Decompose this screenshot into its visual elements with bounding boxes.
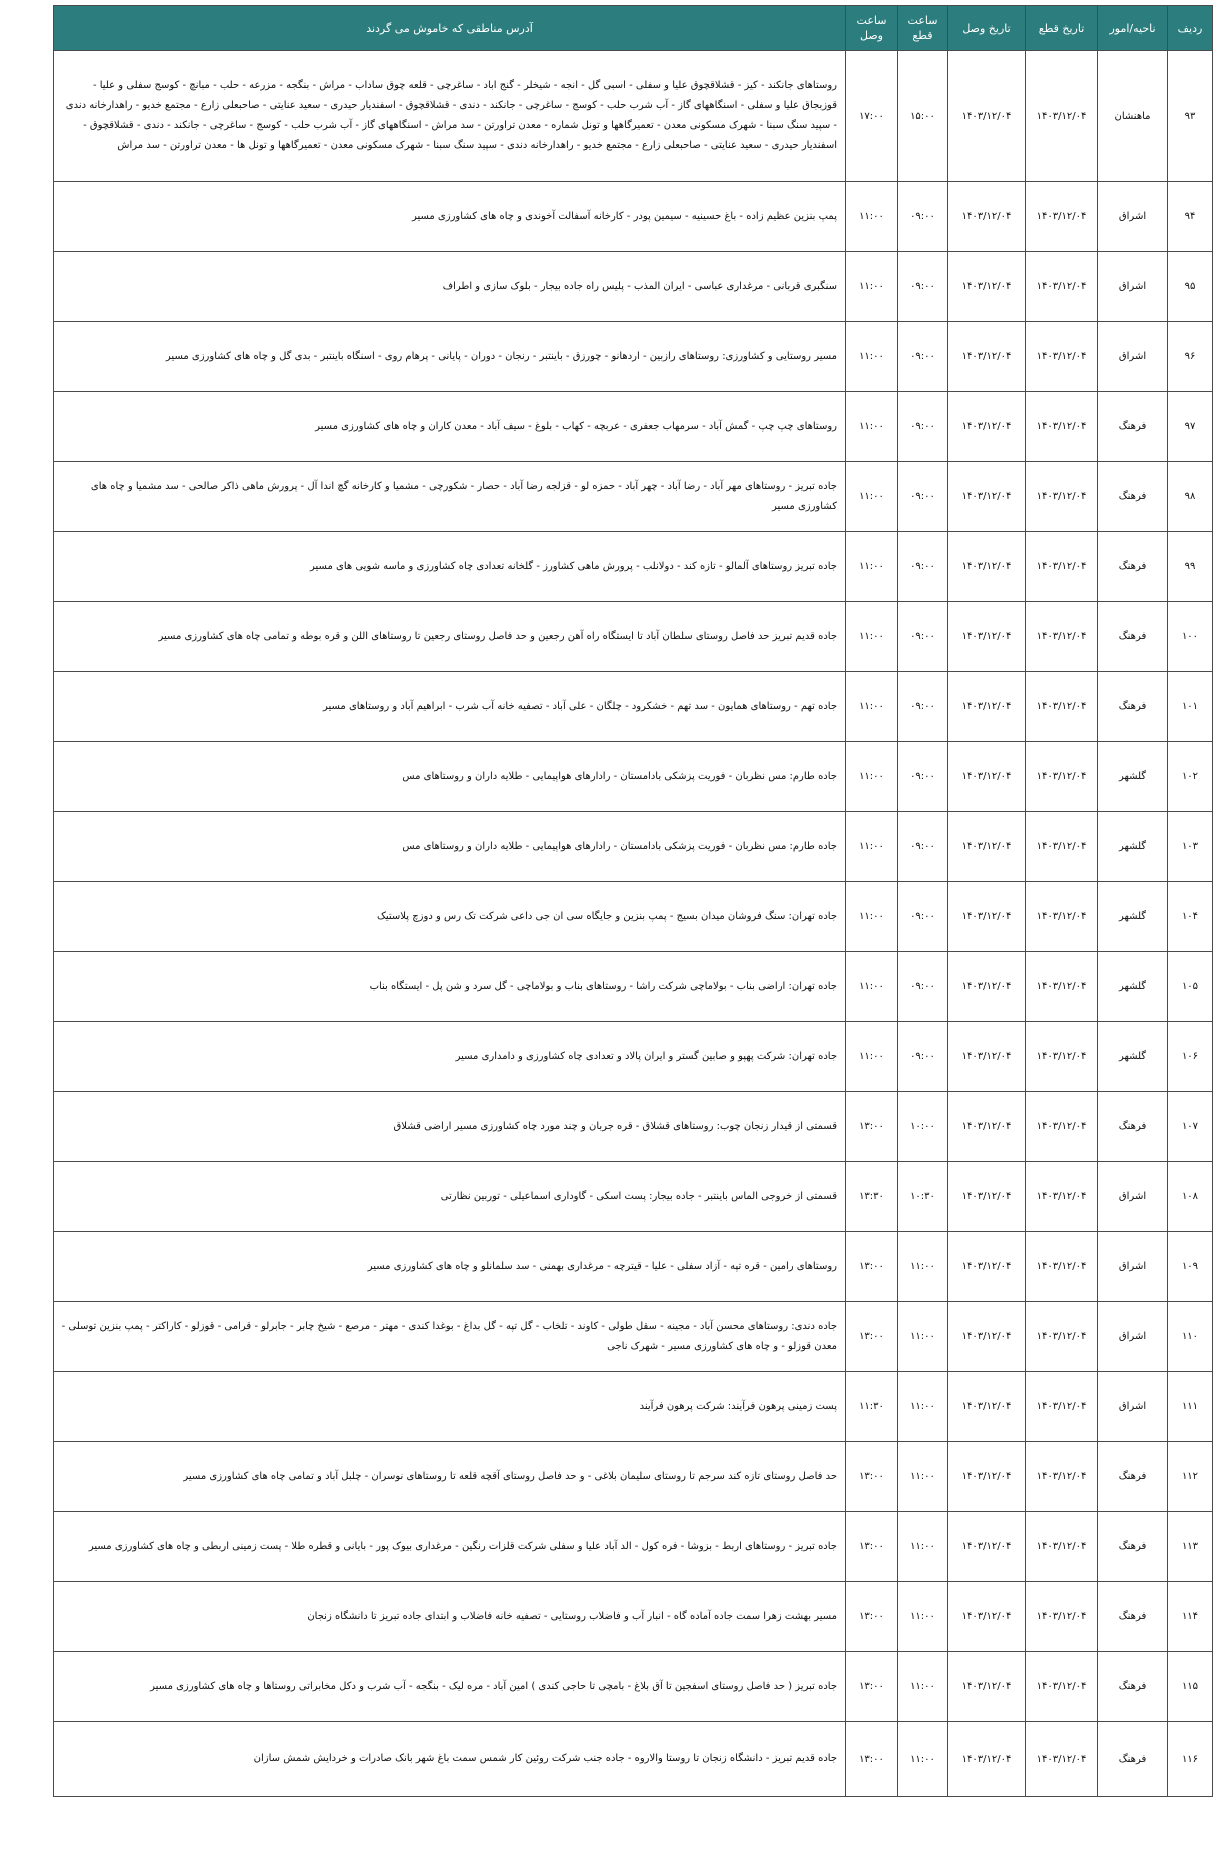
cut-date-cell: ۱۴۰۳/۱۲/۰۴ (1026, 1582, 1098, 1652)
address-cell: جاده تبریز - روستاهای اربط - بزوشا - فره کول - الد آباد علیا و سفلی شرکت قلزات رنگین - مرغداری بیوک پور - بایانی و قطره طلا - پست زمینی اربطی و چاه های کشاورزی مسیر (54, 1512, 846, 1582)
address-cell: جاده قدیم تبریز - دانشگاه زنجان تا روستا والاروه - جاده جنب شرکت روئین کار شمس سمت باغ شهر بانک صادرات و خردایش شمش سازان (54, 1722, 846, 1797)
area-cell: اشراق (1098, 1302, 1168, 1372)
table-row (54, 1722, 1213, 1797)
cut-date-cell: ۱۴۰۳/۱۲/۰۴ (1026, 882, 1098, 952)
table-row (54, 51, 1213, 182)
cut-date-cell: ۱۴۰۳/۱۲/۰۴ (1026, 182, 1098, 252)
area-cell: فرهنگ (1098, 532, 1168, 602)
cut-time-cell: ۱۵:۰۰ (898, 51, 948, 182)
row-number-cell: ۱۰۷ (1168, 1092, 1213, 1162)
cut-date-cell: ۱۴۰۳/۱۲/۰۴ (1026, 322, 1098, 392)
row-number-cell: ۱۰۵ (1168, 952, 1213, 1022)
connect-date-cell: ۱۴۰۳/۱۲/۰۴ (948, 322, 1026, 392)
area-cell: گلشهر (1098, 812, 1168, 882)
row-number-cell: ۱۰۴ (1168, 882, 1213, 952)
area-cell: فرهنگ (1098, 1512, 1168, 1582)
cut-date-cell: ۱۴۰۳/۱۲/۰۴ (1026, 672, 1098, 742)
table-body (54, 51, 1213, 1797)
cut-time-cell: ۰۹:۰۰ (898, 462, 948, 532)
connect-time-cell: ۱۳:۰۰ (846, 1442, 898, 1512)
area-cell: ماهنشان (1098, 51, 1168, 182)
address-cell: جاده تهران: سنگ فروشان میدان بسیج - پمپ بنزین و جایگاه سی ان جی داعی شرکت تک رس و دوزچ پلاستیک (54, 882, 846, 952)
address-cell: پمپ بنزین عظیم زاده - باغ حسینیه - سیمین پودر - کارخانه آسفالت آخوندی و چاه های کشاورزی مسیر (54, 182, 846, 252)
table-row (54, 252, 1213, 322)
table-row (54, 602, 1213, 672)
header-cut-date: تاریخ قطع (1026, 6, 1098, 51)
connect-time-cell: ۱۱:۰۰ (846, 252, 898, 322)
row-number-cell: ۱۱۳ (1168, 1512, 1213, 1582)
row-number-cell: ۱۱۵ (1168, 1652, 1213, 1722)
header-connect-time: ساعت وصل (846, 6, 898, 51)
table-row (54, 182, 1213, 252)
table-row (54, 742, 1213, 812)
address-cell: مسیر بهشت زهرا سمت جاده آماده گاه - انبار آب و فاضلاب روستایی - تصفیه خانه فاضلاب و ابتدای جاده تبریز تا دانشگاه زنجان (54, 1582, 846, 1652)
cut-date-cell: ۱۴۰۳/۱۲/۰۴ (1026, 1302, 1098, 1372)
row-number-cell: ۱۰۶ (1168, 1022, 1213, 1092)
address-cell: قسمتی از قیدار زنجان چوب: روستاهای قشلاق - قره جربان و چند مورد چاه کشاورزی مسیر اراضی قشلاق (54, 1092, 846, 1162)
row-number-cell: ۹۹ (1168, 532, 1213, 602)
row-number-cell: ۱۰۳ (1168, 812, 1213, 882)
cut-date-cell: ۱۴۰۳/۱۲/۰۴ (1026, 532, 1098, 602)
connect-date-cell: ۱۴۰۳/۱۲/۰۴ (948, 182, 1026, 252)
connect-time-cell: ۱۱:۳۰ (846, 1372, 898, 1442)
row-number-cell: ۱۰۲ (1168, 742, 1213, 812)
address-cell: روستاهای رامین - قره تپه - آزاد سفلی - علیا - قیترچه - مرغداری بهمنی - سد سلمانلو و چاه های کشاورزی مسیر (54, 1232, 846, 1302)
cut-time-cell: ۰۹:۰۰ (898, 1022, 948, 1092)
connect-time-cell: ۱۱:۰۰ (846, 182, 898, 252)
area-cell: اشراق (1098, 1232, 1168, 1302)
connect-date-cell: ۱۴۰۳/۱۲/۰۴ (948, 742, 1026, 812)
cut-time-cell: ۱۱:۰۰ (898, 1652, 948, 1722)
row-number-cell: ۹۶ (1168, 322, 1213, 392)
table-row (54, 462, 1213, 532)
table-row (54, 1652, 1213, 1722)
table-row (54, 1372, 1213, 1442)
table-row (54, 672, 1213, 742)
cut-time-cell: ۰۹:۰۰ (898, 532, 948, 602)
connect-time-cell: ۱۱:۰۰ (846, 532, 898, 602)
area-cell: اشراق (1098, 1372, 1168, 1442)
header-connect-date: تاریخ وصل (948, 6, 1026, 51)
cut-date-cell: ۱۴۰۳/۱۲/۰۴ (1026, 1022, 1098, 1092)
connect-date-cell: ۱۴۰۳/۱۲/۰۴ (948, 1722, 1026, 1797)
address-cell: پست زمینی پرهون فرآیند: شرکت پرهون فرآیند (54, 1372, 846, 1442)
area-cell: اشراق (1098, 322, 1168, 392)
address-cell: روستاهای چپ چپ - گمش آباد - سرمهاب جعفری - عربچه - کهاب - بلوغ - سیف آباد - معدن کاران و چاه های کشاورزی مسیر (54, 392, 846, 462)
connect-date-cell: ۱۴۰۳/۱۲/۰۴ (948, 1582, 1026, 1652)
cut-date-cell: ۱۴۰۳/۱۲/۰۴ (1026, 51, 1098, 182)
row-number-cell: ۹۸ (1168, 462, 1213, 532)
area-cell: اشراق (1098, 252, 1168, 322)
table-row (54, 952, 1213, 1022)
area-cell: فرهنگ (1098, 1652, 1168, 1722)
connect-date-cell: ۱۴۰۳/۱۲/۰۴ (948, 1092, 1026, 1162)
connect-date-cell: ۱۴۰۳/۱۲/۰۴ (948, 252, 1026, 322)
header-area: ناحیه/امور (1098, 6, 1168, 51)
area-cell: فرهنگ (1098, 462, 1168, 532)
address-cell: حد فاصل روستای تازه کند سرجم تا روستای سلیمان بلاغی - و حد فاصل روستای آقچه قلعه تا روستاهای نوسران - چلبل آباد و تمامی چاه های کشاورزی مسیر (54, 1442, 846, 1512)
address-cell: مسیر روستایی و کشاورزی: روستاهای رازبین - اردهانو - چورزق - باینتبر - رنجان - دوران - پایانی - پرهام روی - اسنگاه باینتبر - بدی گل و چاه های کشاورزی مسیر (54, 322, 846, 392)
row-number-cell: ۱۰۸ (1168, 1162, 1213, 1232)
area-cell: گلشهر (1098, 882, 1168, 952)
table-row (54, 812, 1213, 882)
connect-time-cell: ۱۳:۰۰ (846, 1652, 898, 1722)
cut-date-cell: ۱۴۰۳/۱۲/۰۴ (1026, 1092, 1098, 1162)
address-cell: سنگبری قربانی - مرغداری عباسی - ایران المذب - پلیس راه جاده بیجار - بلوک سازی و اطراف (54, 252, 846, 322)
row-number-cell: ۹۳ (1168, 51, 1213, 182)
cut-date-cell: ۱۴۰۳/۱۲/۰۴ (1026, 1442, 1098, 1512)
cut-time-cell: ۱۱:۰۰ (898, 1582, 948, 1652)
table-row (54, 1512, 1213, 1582)
cut-time-cell: ۰۹:۰۰ (898, 742, 948, 812)
connect-date-cell: ۱۴۰۳/۱۲/۰۴ (948, 462, 1026, 532)
cut-time-cell: ۱۱:۰۰ (898, 1442, 948, 1512)
address-cell: جاده تبریز - روستاهای مهر آباد - رضا آباد - چهر آباد - حمزه لو - قزلجه رضا آباد - حصار - شکورچی - مشمیا و کارخانه گچ اندا آل - پرورش ماهی ذاکر صالحی - سد مشمیا و چاه های کشاورزی مسیر (54, 462, 846, 532)
outage-schedule-sheet (53, 5, 1213, 1797)
row-number-cell: ۱۱۲ (1168, 1442, 1213, 1512)
outage-table (53, 5, 1213, 1797)
connect-date-cell: ۱۴۰۳/۱۲/۰۴ (948, 812, 1026, 882)
cut-date-cell: ۱۴۰۳/۱۲/۰۴ (1026, 812, 1098, 882)
connect-date-cell: ۱۴۰۳/۱۲/۰۴ (948, 1022, 1026, 1092)
area-cell: فرهنگ (1098, 1092, 1168, 1162)
row-number-cell: ۹۴ (1168, 182, 1213, 252)
address-cell: جاده تبریز ( حد فاصل روستای اسفجین تا آق بلاغ - بامچی تا حاجی کندی ) امین آباد - مره لیک - بنگجه - آب شرب و دکل مخابراتی روستاها و چاه های کشاورزی مسیر (54, 1652, 846, 1722)
connect-date-cell: ۱۴۰۳/۱۲/۰۴ (948, 51, 1026, 182)
cut-date-cell: ۱۴۰۳/۱۲/۰۴ (1026, 1652, 1098, 1722)
cut-time-cell: ۱۰:۳۰ (898, 1162, 948, 1232)
table-row (54, 392, 1213, 462)
connect-date-cell: ۱۴۰۳/۱۲/۰۴ (948, 672, 1026, 742)
table-row (54, 1022, 1213, 1092)
connect-date-cell: ۱۴۰۳/۱۲/۰۴ (948, 1442, 1026, 1512)
cut-date-cell: ۱۴۰۳/۱۲/۰۴ (1026, 1722, 1098, 1797)
connect-date-cell: ۱۴۰۳/۱۲/۰۴ (948, 952, 1026, 1022)
connect-time-cell: ۱۳:۳۰ (846, 1162, 898, 1232)
address-cell: جاده طارم: مس نظربان - فوریت پزشکی بادامستان - رادارهای هواپیمایی - طلایه داران و روستاهای مس (54, 812, 846, 882)
header-row-number: ردیف (1168, 6, 1213, 51)
cut-date-cell: ۱۴۰۳/۱۲/۰۴ (1026, 1162, 1098, 1232)
area-cell: اشراق (1098, 182, 1168, 252)
cut-time-cell: ۱۱:۰۰ (898, 1722, 948, 1797)
table-row (54, 1582, 1213, 1652)
cut-time-cell: ۰۹:۰۰ (898, 812, 948, 882)
connect-time-cell: ۱۱:۰۰ (846, 462, 898, 532)
area-cell: اشراق (1098, 1162, 1168, 1232)
cut-date-cell: ۱۴۰۳/۱۲/۰۴ (1026, 1232, 1098, 1302)
connect-time-cell: ۱۱:۰۰ (846, 602, 898, 672)
address-cell: جاده قدیم تبریز حد فاصل روستای سلطان آباد تا ایستگاه راه آهن رجعین و حد فاصل روستای رجعین تا روستاهای اللن و قره بوطه و تمامی چاه های کشاورزی مسیر (54, 602, 846, 672)
connect-date-cell: ۱۴۰۳/۱۲/۰۴ (948, 882, 1026, 952)
address-cell: روستاهای جانکند - کیز - قشلاقچوق علیا و سفلی - اسبی گل - انجه - شیخلر - گنج اباد - ساغرچی - قلعه چوق ساداب - مراش - بنگجه - مزرعه - حلب - مبانچ - کوسج سفلی و علیا - قوزبجاق علیا و سفلی - اسنگاههای گاز - آب شرب حلب - کوسج - ساغرچی - جانکند - دندی - قشلاقچوق - اسفندیار حیدری - سعید عنایتی - صاحبعلی زارع - مجتمع خدیو - راهدارخانه دندی - سپید سنگ سبنا - شهرک مسکونی معدن - تعمیرگاهها و تونل شماره - معدن تراورتن - سد مراش - اسنگاههای گاز - آب شرب حلب - کوسج - ساغرچی - جانکند - دندی - قشلاقچوق - اسفندیار حیدری - سعید عنایتی - صاحبعلی زارع - مجتمع خدیو - راهدارخانه دندی - سپید سنگ سبنا - شهرک مسکونی معدن - تعمیرگاهها و تونل ها - معدن تراورتن - سد مراش (54, 51, 846, 182)
connect-date-cell: ۱۴۰۳/۱۲/۰۴ (948, 1372, 1026, 1442)
address-cell: جاده تهم - روستاهای همایون - سد تهم - خشکرود - چلگان - علی آباد - تصفیه خانه آب شرب - ابراهیم آباد و روستاهای مسیر (54, 672, 846, 742)
row-number-cell: ۹۷ (1168, 392, 1213, 462)
connect-time-cell: ۱۱:۰۰ (846, 322, 898, 392)
connect-time-cell: ۱۳:۰۰ (846, 1512, 898, 1582)
connect-date-cell: ۱۴۰۳/۱۲/۰۴ (948, 532, 1026, 602)
row-number-cell: ۱۰۹ (1168, 1232, 1213, 1302)
connect-time-cell: ۱۳:۰۰ (846, 1232, 898, 1302)
cut-time-cell: ۰۹:۰۰ (898, 882, 948, 952)
address-cell: جاده تهران: اراضی بناب - بولاماچی شرکت راشا - روستاهای بناب و بولاماچی - گل سرد و شن پل - ایستگاه بناب (54, 952, 846, 1022)
row-number-cell: ۱۱۱ (1168, 1372, 1213, 1442)
row-number-cell: ۱۱۰ (1168, 1302, 1213, 1372)
cut-date-cell: ۱۴۰۳/۱۲/۰۴ (1026, 462, 1098, 532)
table-row (54, 1442, 1213, 1512)
connect-time-cell: ۱۳:۰۰ (846, 1092, 898, 1162)
connect-time-cell: ۱۳:۰۰ (846, 1582, 898, 1652)
connect-time-cell: ۱۱:۰۰ (846, 952, 898, 1022)
cut-time-cell: ۱۱:۰۰ (898, 1302, 948, 1372)
table-row (54, 532, 1213, 602)
connect-time-cell: ۱۱:۰۰ (846, 742, 898, 812)
table-row (54, 1162, 1213, 1232)
address-cell: جاده تبریز روستاهای آلمالو - تازه کند - دولانلب - پرورش ماهی کشاورز - گلخانه تعدادی چاه کشاورزی و ماسه شویی های مسیر (54, 532, 846, 602)
table-row (54, 322, 1213, 392)
cut-date-cell: ۱۴۰۳/۱۲/۰۴ (1026, 252, 1098, 322)
area-cell: گلشهر (1098, 742, 1168, 812)
connect-time-cell: ۱۳:۰۰ (846, 1722, 898, 1797)
table-row (54, 1232, 1213, 1302)
area-cell: گلشهر (1098, 1022, 1168, 1092)
connect-time-cell: ۱۱:۰۰ (846, 882, 898, 952)
address-cell: جاده دندی: روستاهای محسن آباد - مجینه - سقل طولی - کاوند - تلخاب - گل تپه - گل بداغ - بوغدا کندی - مهتر - مرصع - شیخ چابر - جابرلو - قرامی - قوزلو - کاراکتر - پمپ بنزین توسلی - معدن قوزلو - و چاه های کشاورزی مسیر - شهرک ناجی (54, 1302, 846, 1372)
connect-date-cell: ۱۴۰۳/۱۲/۰۴ (948, 1162, 1026, 1232)
row-number-cell: ۹۵ (1168, 252, 1213, 322)
connect-date-cell: ۱۴۰۳/۱۲/۰۴ (948, 602, 1026, 672)
header-cut-time: ساعت قطع (898, 6, 948, 51)
row-number-cell: ۱۰۱ (1168, 672, 1213, 742)
cut-date-cell: ۱۴۰۳/۱۲/۰۴ (1026, 742, 1098, 812)
area-cell: فرهنگ (1098, 1722, 1168, 1797)
table-header-row (54, 6, 1213, 51)
area-cell: فرهنگ (1098, 1582, 1168, 1652)
row-number-cell: ۱۱۶ (1168, 1722, 1213, 1797)
table-row (54, 882, 1213, 952)
area-cell: گلشهر (1098, 952, 1168, 1022)
connect-date-cell: ۱۴۰۳/۱۲/۰۴ (948, 1232, 1026, 1302)
cut-date-cell: ۱۴۰۳/۱۲/۰۴ (1026, 602, 1098, 672)
area-cell: فرهنگ (1098, 602, 1168, 672)
cut-date-cell: ۱۴۰۳/۱۲/۰۴ (1026, 1512, 1098, 1582)
connect-date-cell: ۱۴۰۳/۱۲/۰۴ (948, 1512, 1026, 1582)
connect-date-cell: ۱۴۰۳/۱۲/۰۴ (948, 392, 1026, 462)
cut-date-cell: ۱۴۰۳/۱۲/۰۴ (1026, 392, 1098, 462)
row-number-cell: ۱۰۰ (1168, 602, 1213, 672)
connect-time-cell: ۱۱:۰۰ (846, 392, 898, 462)
cut-time-cell: ۰۹:۰۰ (898, 182, 948, 252)
connect-date-cell: ۱۴۰۳/۱۲/۰۴ (948, 1302, 1026, 1372)
cut-time-cell: ۱۰:۰۰ (898, 1092, 948, 1162)
table-row (54, 1302, 1213, 1372)
address-cell: جاده تهران: شرکت پهپو و صابین گستر و ایران پالاد و تعدادی چاه کشاورزی و دامداری مسیر (54, 1022, 846, 1092)
header-address: آدرس مناطقی که خاموش می گردند (54, 6, 846, 51)
area-cell: فرهنگ (1098, 672, 1168, 742)
cut-time-cell: ۰۹:۰۰ (898, 672, 948, 742)
cut-date-cell: ۱۴۰۳/۱۲/۰۴ (1026, 952, 1098, 1022)
cut-time-cell: ۰۹:۰۰ (898, 252, 948, 322)
connect-time-cell: ۱۷:۰۰ (846, 51, 898, 182)
cut-time-cell: ۱۱:۰۰ (898, 1232, 948, 1302)
connect-time-cell: ۱۱:۰۰ (846, 672, 898, 742)
address-cell: جاده طارم: مس نظربان - فوریت پزشکی بادامستان - رادارهای هواپیمایی - طلایه داران و روستاهای مس (54, 742, 846, 812)
cut-time-cell: ۰۹:۰۰ (898, 602, 948, 672)
cut-date-cell: ۱۴۰۳/۱۲/۰۴ (1026, 1372, 1098, 1442)
cut-time-cell: ۰۹:۰۰ (898, 952, 948, 1022)
cut-time-cell: ۱۱:۰۰ (898, 1372, 948, 1442)
connect-time-cell: ۱۱:۰۰ (846, 812, 898, 882)
cut-time-cell: ۰۹:۰۰ (898, 392, 948, 462)
area-cell: فرهنگ (1098, 1442, 1168, 1512)
connect-time-cell: ۱۳:۰۰ (846, 1302, 898, 1372)
connect-date-cell: ۱۴۰۳/۱۲/۰۴ (948, 1652, 1026, 1722)
address-cell: قسمتی از خروجی الماس باینتبر - جاده بیجار: پست اسکی - گاوداری اسماعیلی - توربین نظارتی (54, 1162, 846, 1232)
cut-time-cell: ۱۱:۰۰ (898, 1512, 948, 1582)
area-cell: فرهنگ (1098, 392, 1168, 462)
cut-time-cell: ۰۹:۰۰ (898, 322, 948, 392)
connect-time-cell: ۱۱:۰۰ (846, 1022, 898, 1092)
table-row (54, 1092, 1213, 1162)
row-number-cell: ۱۱۴ (1168, 1582, 1213, 1652)
